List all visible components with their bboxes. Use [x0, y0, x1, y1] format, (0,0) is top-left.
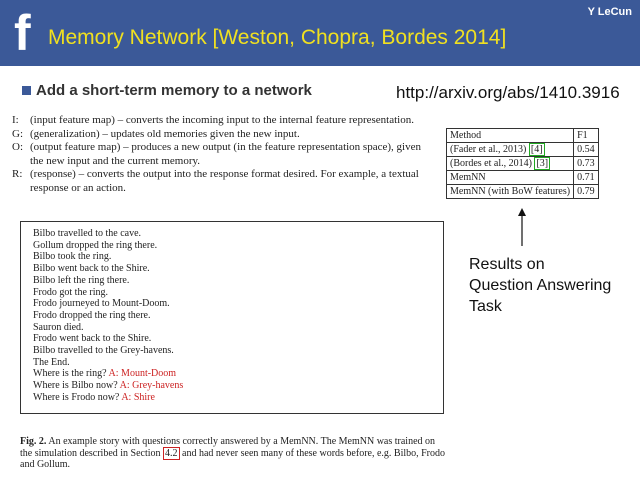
question-text: Where is Frodo now? [33, 391, 120, 403]
definition-text: (generalization) – updates old memories given the new input. [30, 127, 300, 140]
method-name: (Fader et al., 2013) [450, 144, 527, 155]
slide-subtitle [22, 82, 312, 99]
header-bar [0, 0, 640, 66]
definition-text: (output feature map) – produces a new output (in the feature representation space), given the new input and the current memory. [30, 141, 421, 167]
figure-caption [20, 436, 448, 471]
slide-title: Memory Network [Weston, Chopra, Bordes 2014] [48, 26, 507, 49]
bullet-icon [22, 86, 31, 95]
method-cell: MemNN [447, 171, 574, 185]
story-question [33, 368, 443, 380]
table-row [447, 171, 599, 185]
results-table [446, 128, 599, 199]
facebook-logo-icon: f [14, 5, 31, 61]
definition-text: (response) – converts the output into the response format desired. For example, a textual response or an action. [30, 168, 419, 194]
question-text: Where is Bilbo now? [33, 380, 118, 392]
story-line: The End. [33, 356, 70, 368]
definition-item [12, 141, 432, 168]
table-row [447, 185, 599, 199]
method-name: (Bordes et al., 2014) [450, 158, 532, 169]
f1-cell: 0.71 [574, 171, 599, 185]
caption-label: Fig. 2. [20, 436, 47, 447]
method-cell [447, 143, 574, 157]
caption-text-after: and had never seen many of these words before, e.g. Bilbo, Frodo and Gollum. [20, 447, 446, 470]
definition-item [12, 128, 432, 142]
answer-text: A: Mount-Doom [108, 368, 177, 380]
story-line: Bilbo took the ring. [33, 251, 112, 263]
section-ref-link[interactable]: 4.2 [165, 447, 178, 459]
column-header-f1: F1 [574, 129, 599, 143]
story-line: Bilbo travelled to the cave. [33, 228, 142, 239]
story-box [20, 221, 444, 414]
answer-text: A: Shire [121, 391, 155, 403]
column-header-method: Method [447, 129, 574, 143]
answer-text: A: Grey-havens [119, 380, 184, 392]
definition-key: O: [12, 141, 23, 153]
subtitle-text: Add a short-term memory to a network [36, 82, 312, 99]
citation-link[interactable]: [3] [536, 158, 549, 169]
author-label: Y LeCun [587, 6, 632, 18]
story-question [33, 392, 443, 404]
story-line: Bilbo left the ring there. [33, 274, 130, 286]
paper-url[interactable]: http://arxiv.org/abs/1410.3916 [396, 83, 620, 102]
method-cell: MemNN (with BoW features) [447, 185, 574, 199]
story-line: Gollum dropped the ring there. [33, 239, 158, 251]
story-line: Sauron died. [33, 321, 84, 333]
annotation-line: Question Answering [469, 277, 612, 294]
f1-cell: 0.54 [574, 143, 599, 157]
annotation-line: Task [469, 298, 502, 315]
story-line: Frodo went back to the Shire. [33, 333, 152, 345]
story-line: Frodo got the ring. [33, 286, 108, 298]
definition-key: G: [12, 127, 23, 140]
method-cell [447, 157, 574, 171]
story-question [33, 380, 443, 392]
definition-text: (input feature map) – converts the incoming input to the internal feature representation. [30, 114, 414, 126]
definition-key: R: [12, 168, 23, 180]
question-text: Where is the ring? [33, 368, 107, 380]
citation-link[interactable]: [4] [530, 144, 543, 155]
table-header-row [447, 129, 599, 143]
arrow-up-icon [515, 208, 529, 246]
definition-item [12, 114, 432, 128]
annotation-line: Results on [469, 256, 545, 273]
results-annotation [469, 254, 611, 317]
definition-item [12, 168, 432, 195]
table-row [447, 157, 599, 171]
table-row [447, 143, 599, 157]
story-line: Bilbo travelled to the Grey-havens. [33, 345, 174, 357]
f1-cell: 0.79 [574, 185, 599, 199]
definition-key: I: [12, 114, 19, 126]
caption-text-before: An example story with questions correctly answered by a MemNN. The MemNN was trained on the simulation described in Section [20, 436, 436, 459]
story-line: Frodo journeyed to Mount-Doom. [33, 298, 170, 310]
f1-cell: 0.73 [574, 157, 599, 171]
definitions-list [12, 114, 432, 195]
story-line: Bilbo went back to the Shire. [33, 263, 150, 275]
story-line: Frodo dropped the ring there. [33, 309, 151, 321]
